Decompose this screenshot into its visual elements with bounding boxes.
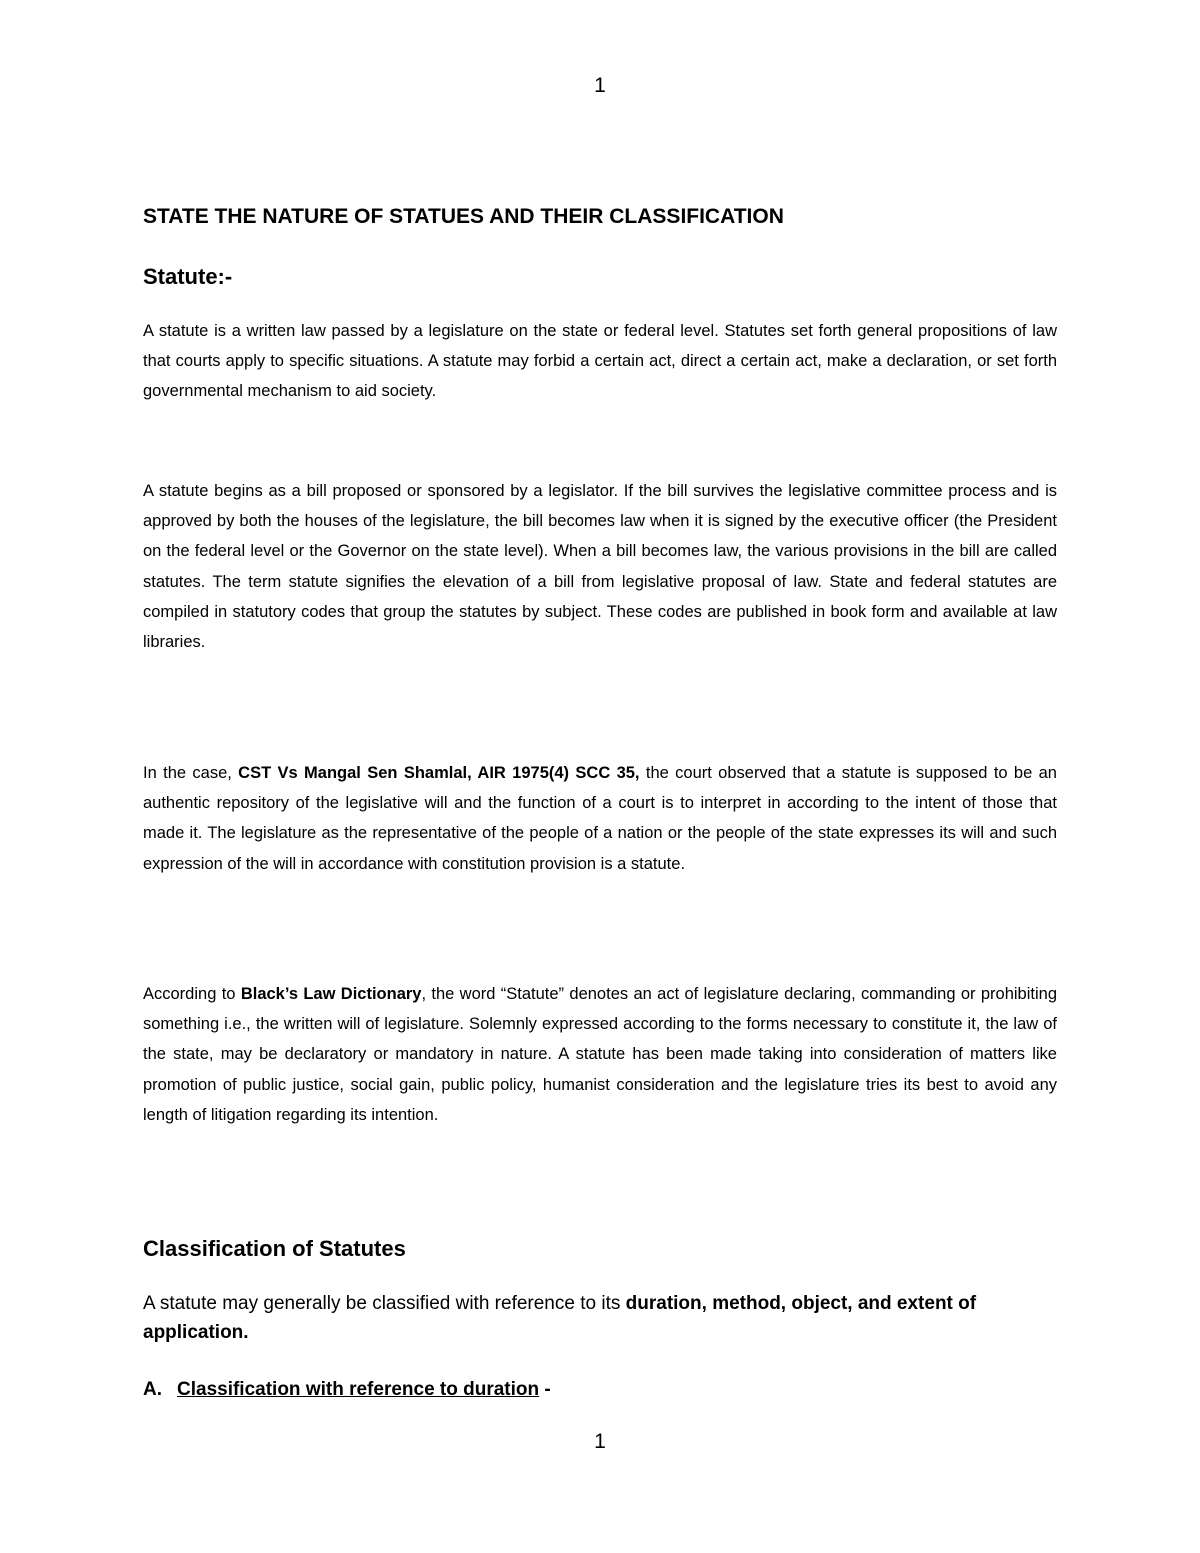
case-body-text: the court observed that a statute is supposed to be an authentic repository of the legislative will and the function of a court is to interpret in according to the intent of those that made it. The legislature as the representative of the people of a nation or the people of the state expresses its will and such expression of the will in accordance with constitution provision is a statute. [143,764,1057,873]
blacks-body-text: , the word “Statute” denotes an act of legislature declaring, commanding or prohibiting something i.e., the written will of legislature. Solemnly expressed according to the forms necessary to constitute it, the law of the state, may be declaratory or mandatory in nature. A statute has been made taking into consideration of matters like promotion of public justice, social gain, public policy, humanist consideration and the legislature tries its best to avoid any length of litigation regarding its intention. [143,985,1057,1124]
statute-heading: Statute:- [143,264,233,289]
case-intro-text: In the case, [143,764,239,782]
classification-intro-text: A statute may generally be classified with reference to its [143,1293,626,1314]
paragraph-statute-definition: A statute is a written law passed by a legislature on the state or federal level. Statutes set forth general propositions of law that courts apply to specific situations. A statute may forbid a certain act, direct a certain act, make a declaration, or set forth governmental mechanism to aid society. [143,322,1057,401]
document-title: STATE THE NATURE OF STATUES AND THEIR CLASSIFICATION [143,205,784,228]
blacks-law-dictionary: Black’s Law Dictionary [240,985,422,1003]
subsection-a-suffix: - [539,1379,551,1400]
page-number-top: 1 [594,74,606,97]
subsection-a-heading [143,1376,551,1404]
page-number-bottom: 1 [594,1430,606,1453]
paragraph-blacks-law [143,979,1057,1130]
subsection-a-letter: A. [143,1379,162,1400]
blacks-intro-text: According to [143,985,241,1003]
classification-heading: Classification of Statutes [143,1236,406,1261]
paragraph-case-law [143,758,1057,879]
case-citation: CST Vs Mangal Sen Shamlal, AIR 1975(4) SCC 35, [238,764,640,782]
classification-criteria: duration, method, object, and extent of application. [143,1293,977,1343]
classification-intro [143,1289,1057,1347]
paragraph-bill-process: A statute begins as a bill proposed or sponsored by a legislator. If the bill survives the legislative committee process and is approved by both the houses of the legislature, the bill becomes law when it is signed by the executive officer (the President on the federal level or the Governor on the state level). When a bill becomes law, the various provisions in the bill are called statutes. The term statute signifies the elevation of a bill from legislative proposal of law. State and federal statutes are compiled in statutory codes that group the statutes by subject. These codes are published in book form and available at law libraries. [143,482,1057,652]
subsection-a-title: Classification with reference to duration [177,1379,540,1400]
